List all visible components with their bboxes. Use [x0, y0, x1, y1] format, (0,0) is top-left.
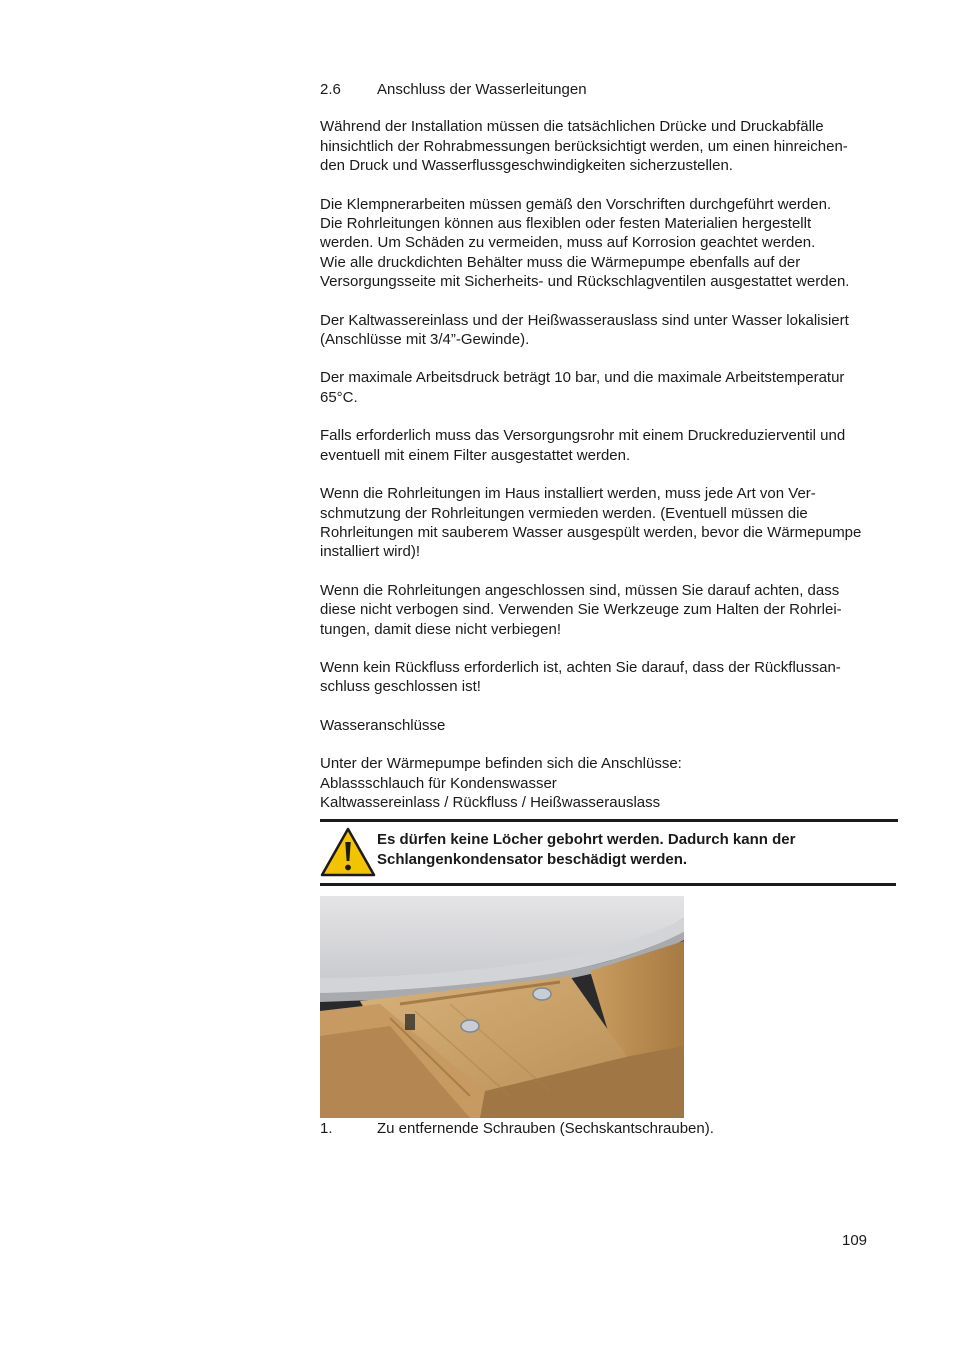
- text-line: Die Klempnerarbeiten müssen gemäß den Vorschriften durchgeführt werden.: [320, 195, 832, 213]
- section-heading: [320, 80, 900, 99]
- text-line: tungen, damit diese nicht verbiegen!: [320, 620, 561, 638]
- text-line: schluss geschlossen ist!: [320, 678, 481, 696]
- text-line: Wasseranschlüsse: [320, 716, 446, 734]
- caption-text: Zu entfernende Schrauben (Sechskantschrauben).: [377, 1120, 714, 1137]
- page-number: 109: [842, 1232, 868, 1249]
- warning-text: [377, 830, 795, 870]
- section-number: 2.6: [320, 81, 341, 98]
- paragraph-3: [320, 311, 900, 350]
- paragraph-5: [320, 426, 900, 465]
- photo-pallet-screws: [320, 896, 684, 1118]
- text-line: Wie alle druckdichten Behälter muss die Wärmepumpe ebenfalls auf der: [320, 253, 801, 271]
- text-line: diese nicht verbogen sind. Verwenden Sie Werkzeuge zum Halten der Rohrlei-: [320, 601, 842, 619]
- text-line: Die Rohrleitungen können aus flexiblen oder festen Materialien hergestellt: [320, 215, 812, 233]
- paragraph-1: [320, 117, 900, 175]
- paragraph-4: [320, 368, 900, 407]
- warning-line: Es dürfen keine Löcher gebohrt werden. Dadurch kann der: [377, 831, 796, 848]
- text-line: installiert wird)!: [320, 543, 421, 561]
- text-line: eventuell mit einem Filter ausgestattet werden.: [320, 446, 631, 464]
- text-line: Ablassschlauch für Kondenswasser: [320, 774, 557, 792]
- photo-caption: [320, 1119, 714, 1138]
- text-line: hinsichtlich der Rohrabmessungen berücksichtigt werden, um einen hinreichen-: [320, 137, 848, 155]
- section-title: Anschluss der Wasserleitungen: [377, 81, 587, 98]
- paragraph-2: [320, 195, 900, 292]
- text-line: schmutzung der Rohrleitungen vermieden werden. (Eventuell müssen die: [320, 504, 808, 522]
- text-line: Wenn die Rohrleitungen im Haus installiert werden, muss jede Art von Ver-: [320, 485, 816, 503]
- warning-line: Schlangenkondensator beschädigt werden.: [377, 851, 688, 868]
- warning-rule-top: [320, 819, 898, 822]
- main-text: [320, 80, 900, 831]
- text-line: Versorgungsseite mit Sicherheits- und Rückschlagventilen ausgestattet werden.: [320, 273, 850, 291]
- text-line: Unter der Wärmepumpe befinden sich die Anschlüsse:: [320, 755, 682, 773]
- text-line: Der Kaltwassereinlass und der Heißwasserauslass sind unter Wasser lokalisiert: [320, 311, 849, 329]
- paragraph-8: [320, 658, 900, 697]
- warning-triangle-icon: [320, 827, 376, 877]
- text-line: werden. Um Schäden zu vermeiden, muss auf Korrosion geachtet werden.: [320, 234, 816, 252]
- photo-illustration: [320, 896, 684, 1118]
- caption-number: 1.: [320, 1120, 333, 1137]
- text-line: Wenn die Rohrleitungen angeschlossen sind, müssen Sie darauf achten, dass: [320, 581, 840, 599]
- text-line: Falls erforderlich muss das Versorgungsrohr mit einem Druckreduzierventil und: [320, 427, 846, 445]
- text-line: (Anschlüsse mit 3/4”-Gewinde).: [320, 331, 530, 349]
- text-line: Kaltwassereinlass / Rückfluss / Heißwasserauslass: [320, 793, 661, 811]
- text-line: 65°C.: [320, 388, 358, 406]
- text-line: den Druck und Wasserflussgeschwindigkeiten sicherzustellen.: [320, 157, 733, 175]
- warning-rule-bottom: [320, 883, 896, 886]
- text-line: Rohrleitungen mit sauberem Wasser ausgespült werden, bevor die Wärmepumpe: [320, 523, 862, 541]
- warning-box: [320, 819, 898, 887]
- text-line: Wenn kein Rückfluss erforderlich ist, achten Sie darauf, dass der Rückflussan-: [320, 658, 841, 676]
- paragraph-6: [320, 484, 900, 562]
- text-line: Der maximale Arbeitsdruck beträgt 10 bar, und die maximale Arbeitstemperatur: [320, 369, 845, 387]
- subheading-wasseranschluesse: [320, 716, 900, 735]
- paragraph-7: [320, 581, 900, 639]
- paragraph-connections: [320, 754, 900, 812]
- text-line: Während der Installation müssen die tatsächlichen Drücke und Druckabfälle: [320, 118, 824, 136]
